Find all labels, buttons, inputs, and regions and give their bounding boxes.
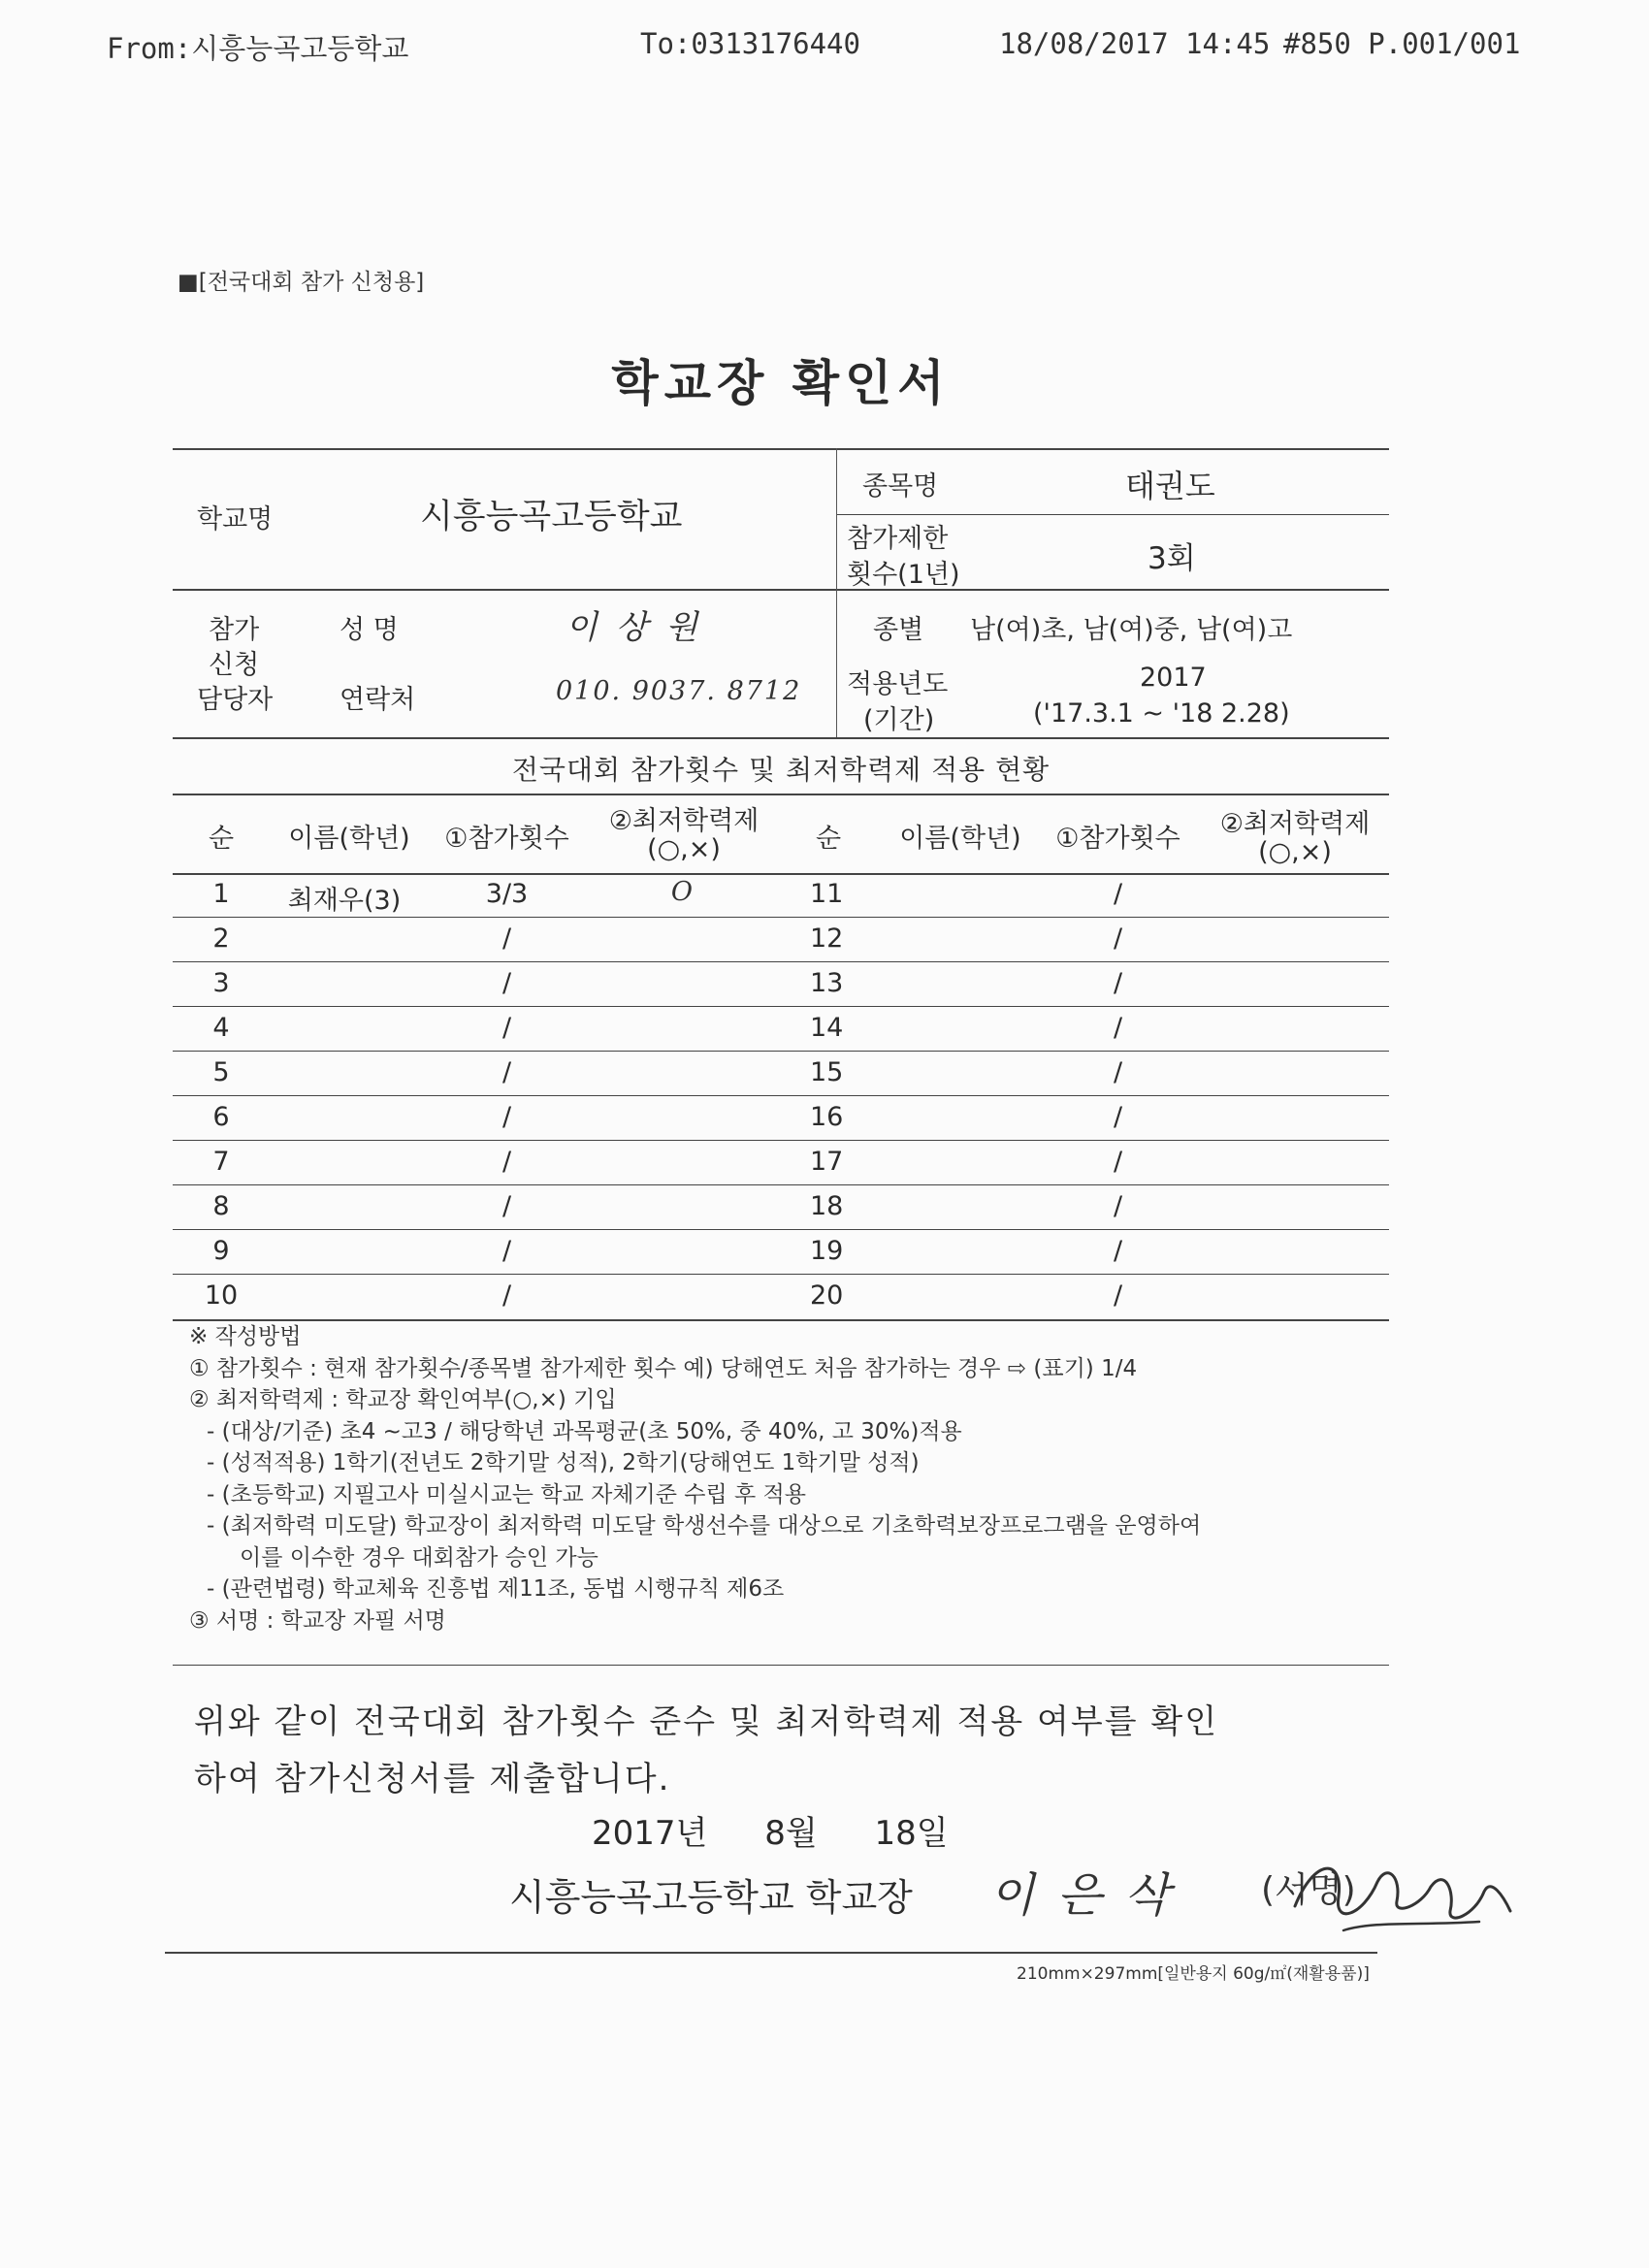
instructions-heading: ※ 작성방법 — [189, 1324, 302, 1349]
row-divider — [173, 1051, 1389, 1052]
row-count: / — [1113, 923, 1123, 954]
applicant-name-handwritten: 이 상 원 — [566, 608, 702, 647]
row-divider — [173, 1140, 1389, 1141]
header-count: ①참가횟수 — [444, 824, 569, 854]
instruction-3: ③ 서명 : 학교장 자필 서명 — [189, 1607, 446, 1634]
row-name: 최재우(3) — [287, 886, 402, 916]
principal-signature — [1285, 1838, 1518, 1945]
instructions — [189, 1321, 1392, 1636]
rule — [836, 514, 1389, 515]
row-no: 16 — [810, 1102, 844, 1132]
header-min-1: ②최저학력제 — [608, 806, 760, 836]
row-count: / — [501, 968, 512, 998]
instruction-2-sub-1: - (대상/기준) 초4 ~고3 / 해당학년 과목평균(초 50%, 중 40%, 고 30%)적용 — [207, 1418, 962, 1444]
year-value: 2017 — [1140, 663, 1207, 693]
rule — [173, 873, 1389, 875]
school-value: 시흥능곡고등학교 — [420, 498, 683, 536]
issue-date — [592, 1806, 995, 1854]
header-min-1-right: ②최저학력제 — [1219, 809, 1371, 839]
row-count: / — [1113, 1236, 1123, 1266]
row-no: 13 — [810, 968, 844, 998]
category-value: 남(여)초, 남(여)중, 남(여)고 — [970, 615, 1293, 645]
fax-to: To:0313176440 — [640, 27, 860, 60]
row-no: 17 — [810, 1147, 844, 1177]
row-count: / — [501, 1013, 512, 1043]
instruction-1: ① 참가횟수 : 현재 참가횟수/종목별 참가제한 횟수 예) 당해연도 처음 참가하는 경우 ⇨ (표기) 1/4 — [189, 1355, 1138, 1381]
row-divider — [173, 1184, 1389, 1185]
date-year: 2017년 — [592, 1814, 708, 1853]
name-label: 성 명 — [340, 615, 399, 645]
row-no: 2 — [212, 923, 230, 954]
rule — [173, 1665, 1389, 1666]
form-type-label: ■[전국대회 참가 신청용] — [178, 270, 425, 295]
header-name-right: 이름(학년) — [899, 824, 1021, 854]
row-count: / — [1113, 879, 1123, 909]
row-count: / — [1113, 1057, 1123, 1087]
fax-from: From:시흥능곡고등학교 — [107, 32, 409, 65]
row-no: 12 — [810, 923, 844, 954]
row-count: / — [1113, 1013, 1123, 1043]
event-label: 종목명 — [862, 471, 939, 502]
fax-datetime: 18/08/2017 14:45 — [999, 27, 1271, 60]
header-name: 이름(학년) — [288, 824, 410, 854]
period-value: ('17.3.1 ~ '18 2.28) — [1033, 698, 1290, 729]
row-no: 11 — [810, 879, 844, 909]
row-no: 19 — [810, 1236, 844, 1266]
instruction-2-sub-4-cont: 이를 이수한 경우 대회참가 승인 가능 — [240, 1544, 598, 1571]
applicant-label-1: 참가 — [209, 615, 260, 645]
applicant-label-2: 신청 — [209, 650, 260, 680]
applicant-label-3: 담당자 — [197, 685, 274, 715]
statement — [194, 1694, 1218, 1808]
header-min-2-right: (○,×) — [1258, 837, 1332, 867]
row-min-handwritten: O — [670, 877, 697, 907]
row-count: / — [501, 1057, 512, 1087]
school-label: 학교명 — [197, 504, 274, 535]
row-count: / — [1113, 1191, 1123, 1221]
status-title: 전국대회 참가횟수 및 최저학력제 적용 현황 — [511, 754, 1051, 786]
fax-page: #850 P.001/001 — [1283, 27, 1521, 60]
instruction-2-sub-5: - (관련법령) 학교체육 진흥법 제11조, 동법 시행규칙 제6조 — [207, 1576, 785, 1602]
row-no: 20 — [810, 1280, 844, 1311]
row-no: 18 — [810, 1191, 844, 1221]
limit-label-1: 참가제한 — [847, 524, 949, 554]
year-label-1: 적용년도 — [847, 669, 949, 699]
column-divider — [836, 448, 837, 737]
row-no: 5 — [212, 1057, 230, 1087]
header-no-right: 순 — [815, 824, 842, 854]
rule — [173, 737, 1389, 739]
row-count: / — [1113, 1102, 1123, 1132]
statement-line-2: 하여 참가신청서를 제출합니다. — [194, 1760, 671, 1798]
row-divider — [173, 1274, 1389, 1275]
contact-handwritten: 010. 9037. 8712 — [556, 676, 802, 706]
row-no: 15 — [810, 1057, 844, 1087]
row-no: 6 — [212, 1102, 230, 1132]
row-count: / — [501, 923, 512, 954]
row-no: 10 — [204, 1280, 239, 1311]
row-divider — [173, 917, 1389, 918]
date-month: 8월 — [764, 1814, 818, 1853]
year-label-2: (기간) — [863, 705, 935, 735]
row-count: / — [1113, 968, 1123, 998]
limit-value: 3회 — [1148, 541, 1196, 576]
row-count: / — [501, 1147, 512, 1177]
header-min-2: (○,×) — [647, 834, 721, 864]
fax-header — [107, 27, 1521, 76]
row-no: 1 — [212, 879, 230, 909]
statement-line-1: 위와 같이 전국대회 참가횟수 준수 및 최저학력제 적용 여부를 확인 — [194, 1702, 1219, 1741]
row-divider — [173, 1229, 1389, 1230]
document-title: 학교장 확인서 — [611, 355, 951, 411]
instruction-2: ② 최저학력제 : 학교장 확인여부(○,×) 기입 — [189, 1387, 617, 1412]
rule — [173, 448, 1389, 450]
signature-label: (서명) — [1261, 1870, 1356, 1910]
principal-label: 시흥능곡고등학교 학교장 — [509, 1876, 913, 1919]
rule — [173, 794, 1389, 795]
row-no: 9 — [212, 1236, 230, 1266]
instruction-2-sub-3: - (초등학교) 지필고사 미실시교는 학교 자체기준 수립 후 적용 — [207, 1481, 806, 1507]
row-count: / — [1113, 1280, 1123, 1311]
limit-label-2: 횟수(1년) — [847, 560, 960, 590]
row-count: / — [1113, 1147, 1123, 1177]
row-divider — [173, 961, 1389, 962]
principal-name-handwritten: 이 은 삭 — [989, 1868, 1174, 1923]
event-value: 태권도 — [1125, 468, 1215, 504]
row-count: / — [501, 1102, 512, 1132]
row-no: 4 — [212, 1013, 230, 1043]
instruction-2-sub-4: - (최저학력 미도달) 학교장이 최저학력 미도달 학생선수를 대상으로 기초학력보장프로그램을 운영하여 — [207, 1513, 1202, 1539]
row-divider — [173, 1006, 1389, 1007]
category-label: 종별 — [873, 615, 924, 645]
contact-label: 연락처 — [340, 685, 416, 715]
row-divider — [173, 1095, 1389, 1096]
row-no: 14 — [810, 1013, 844, 1043]
row-no: 3 — [212, 968, 230, 998]
row-count: / — [501, 1236, 512, 1266]
date-day: 18일 — [874, 1814, 949, 1853]
header-no: 순 — [208, 824, 235, 854]
row-count: / — [501, 1191, 512, 1221]
row-no: 8 — [212, 1191, 230, 1221]
row-count: 3/3 — [485, 879, 529, 909]
row-no: 7 — [212, 1147, 230, 1177]
paper-spec: 210mm×297mm[일반용지 60g/㎡(재활용품)] — [1017, 1964, 1370, 1984]
rule — [165, 1952, 1377, 1954]
instruction-2-sub-2: - (성적적용) 1학기(전년도 2학기말 성적), 2학기(당해연도 1학기말 성적) — [207, 1450, 920, 1475]
rule — [173, 589, 1389, 591]
header-count-right: ①참가횟수 — [1055, 824, 1180, 854]
row-count: / — [501, 1280, 512, 1311]
